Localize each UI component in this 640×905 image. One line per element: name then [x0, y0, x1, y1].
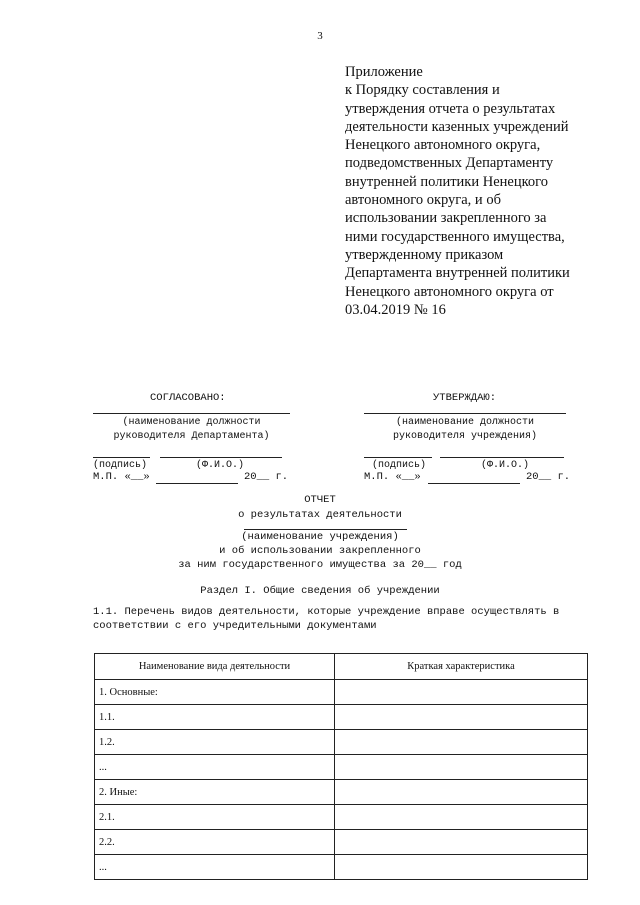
appendix-line: утверждения отчета о результатах	[345, 100, 556, 117]
left-month-line	[156, 483, 238, 484]
appendix-line: деятельности казенных учреждений	[345, 118, 569, 135]
left-fio-line	[160, 457, 282, 458]
activity-name-cell: ...	[95, 755, 335, 780]
approve-heading: УТВЕРЖДАЮ:	[433, 392, 497, 404]
activity-characteristic-cell	[335, 755, 588, 780]
appendix-line: Приложение	[345, 64, 423, 80]
table-row	[95, 680, 588, 705]
activity-characteristic-cell	[335, 680, 588, 705]
right-signature-caption: (подпись)	[372, 460, 427, 471]
activity-characteristic-cell	[335, 830, 588, 855]
activity-characteristic-cell	[335, 730, 588, 755]
left-position-line	[93, 413, 290, 414]
left-signature-caption: (подпись)	[93, 460, 148, 471]
activities-table	[94, 653, 588, 880]
activity-name-cell: 1.1.	[95, 705, 335, 730]
right-month-line	[428, 483, 520, 484]
table-row	[95, 805, 588, 830]
right-fio-line	[440, 457, 564, 458]
table-row	[95, 855, 588, 880]
right-fio-caption: (Ф.И.О.)	[481, 460, 530, 471]
appendix-line: подведомственных Департаменту	[345, 155, 554, 172]
left-stamp-date: М.П. «__»	[93, 471, 150, 483]
appendix-line: к Порядку составления и	[345, 82, 500, 99]
appendix-line: Ненецкого автономного округа от	[345, 283, 554, 300]
activity-name-cell: 2. Иные:	[95, 780, 335, 805]
table-row	[95, 830, 588, 855]
table-row	[95, 730, 588, 755]
appendix-line: утвержденному приказом	[345, 246, 504, 263]
activity-characteristic-cell	[335, 855, 588, 880]
institution-name-caption: (наименование учреждения)	[241, 531, 399, 543]
approved-heading: СОГЛАСОВАНО:	[150, 392, 226, 404]
left-position-caption: (наименование должности	[122, 417, 261, 428]
activity-characteristic-cell	[335, 780, 588, 805]
table-header-row	[95, 654, 588, 680]
table-row	[95, 705, 588, 730]
activity-name-cell: 2.1.	[95, 805, 335, 830]
page-number: 3	[317, 30, 323, 42]
column-header-activity: Наименование вида деятельности	[95, 654, 335, 680]
activity-characteristic-cell	[335, 705, 588, 730]
report-subtitle-2: и об использовании закрепленного	[219, 545, 421, 557]
paragraph-1-1-cont: соответствии с его учредительными документами	[93, 620, 377, 632]
appendix-line: использовании закрепленного за	[345, 210, 547, 227]
appendix-line: внутренней политики Ненецкого	[345, 173, 548, 190]
column-header-characteristic: Краткая характеристика	[335, 654, 588, 680]
left-year: 20__ г.	[244, 471, 289, 483]
report-title: ОТЧЕТ	[304, 494, 336, 506]
left-fio-caption: (Ф.И.О.)	[196, 460, 245, 471]
paragraph-1-1: 1.1. Перечень видов деятельности, которые учреждение вправе осуществлять в	[93, 606, 560, 618]
activity-name-cell: 1.2.	[95, 730, 335, 755]
appendix-line: Департамента внутренней политики	[345, 265, 570, 282]
activity-characteristic-cell	[335, 805, 588, 830]
right-position-caption-2: руководителя учреждения)	[392, 431, 538, 442]
right-position-line	[364, 413, 566, 414]
appendix-line: автономного округа, и об	[345, 192, 501, 209]
appendix-line: Ненецкого автономного округа,	[345, 137, 541, 154]
report-subtitle: о результатах деятельности	[238, 509, 402, 521]
appendix-line: 03.04.2019 № 16	[345, 301, 446, 318]
table-row	[95, 780, 588, 805]
activity-name-cell: ...	[95, 855, 335, 880]
report-subtitle-3: за ним государственного имущества за 20__ год	[178, 559, 462, 571]
right-signature-line	[364, 457, 432, 458]
appendix-header	[345, 63, 635, 319]
appendix-line: ними государственного имущества,	[345, 228, 565, 245]
left-position-caption-2: руководителя Департамента)	[113, 431, 270, 442]
right-stamp-date: М.П. «__»	[364, 471, 421, 483]
table-row	[95, 755, 588, 780]
activity-name-cell: 1. Основные:	[95, 680, 335, 705]
section-title: Раздел I. Общие сведения об учреждении	[200, 585, 440, 597]
left-signature-line	[93, 457, 150, 458]
right-position-caption: (наименование должности	[395, 417, 535, 428]
institution-name-line	[244, 529, 407, 530]
activity-name-cell: 2.2.	[95, 830, 335, 855]
right-year: 20__ г.	[526, 471, 571, 483]
